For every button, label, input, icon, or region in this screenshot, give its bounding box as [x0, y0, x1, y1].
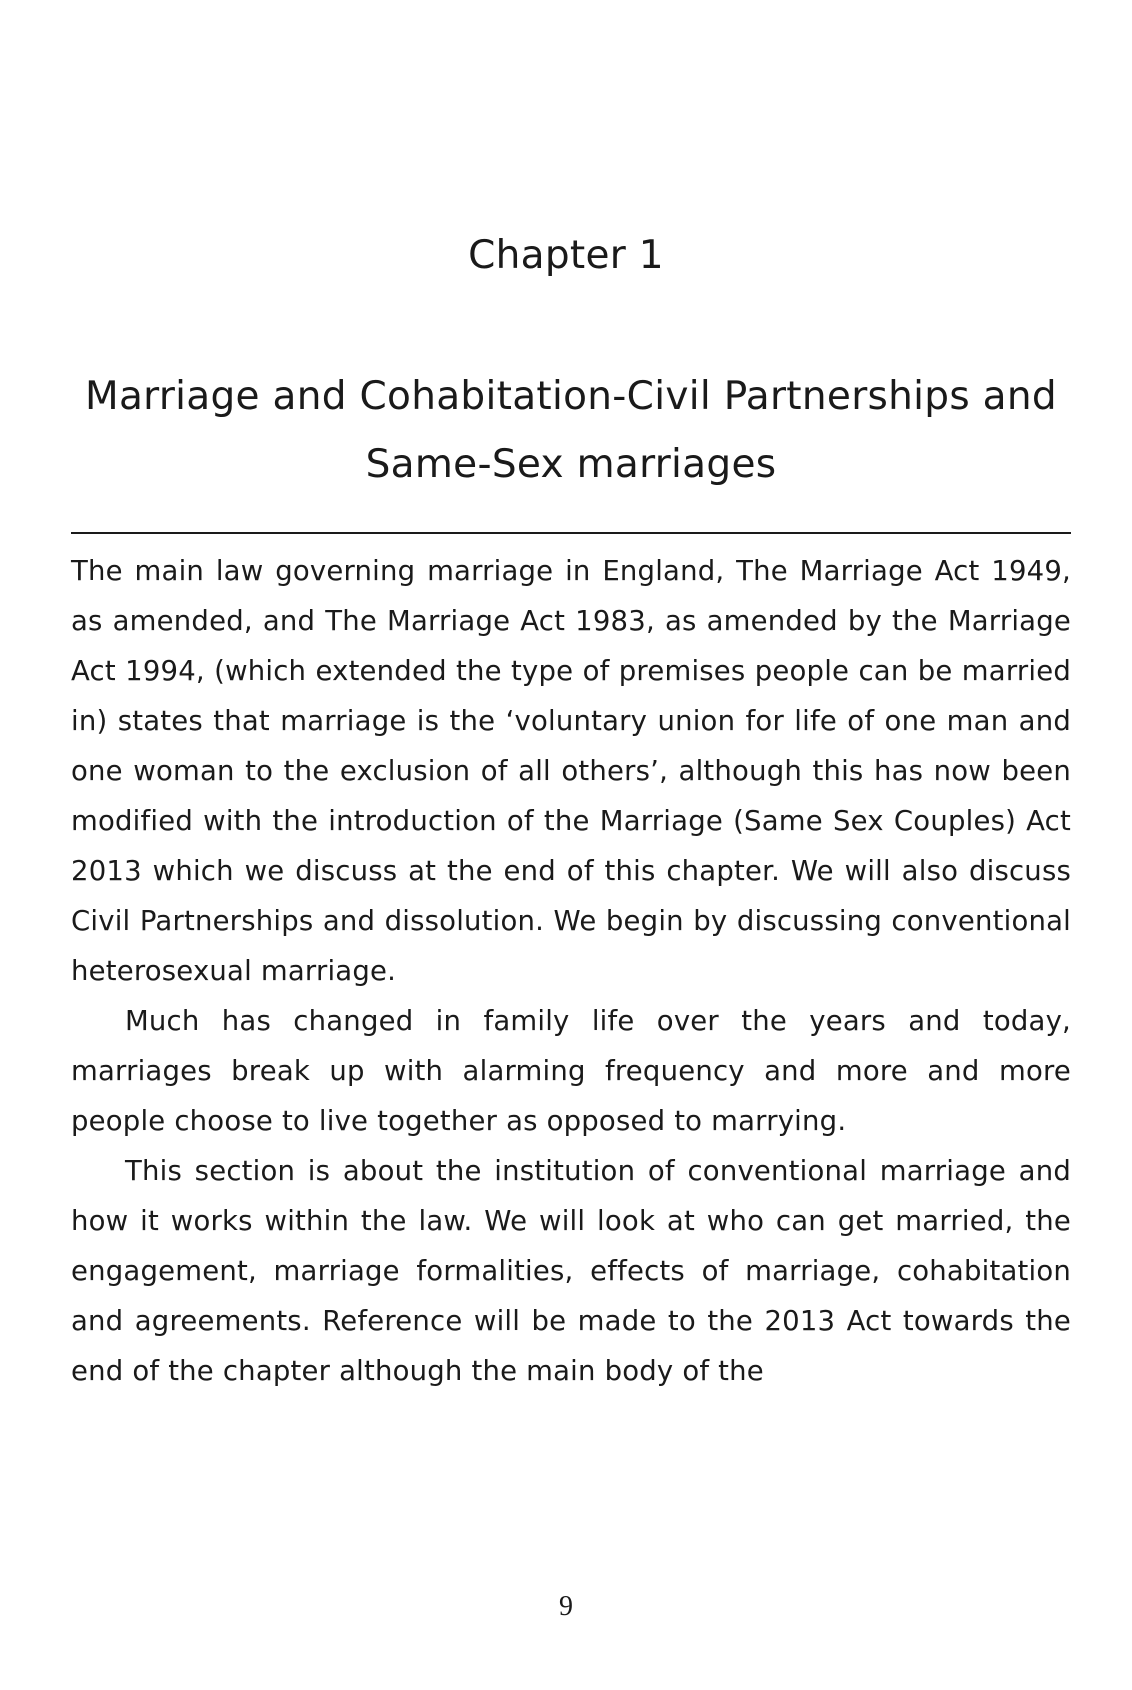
chapter-number-heading: Chapter 1	[468, 233, 664, 278]
section-divider-rule	[71, 532, 1071, 534]
chapter-title-line-2: Same-Sex marriages	[365, 442, 777, 487]
chapter-body-text	[71, 546, 1071, 1396]
paragraph-section-overview: This section is about the institution of conventional marriage and how it works within the law. We will look at who can get married, the engagement, marriage formalities, effects of marriage, cohabitation and agreements. Reference will be made to the 2013 Act towards the end of the chapter although the main body of the	[71, 1155, 1071, 1387]
paragraph-family-life: Much has changed in family life over the years and today, marriages break up with alarming frequency and more and more people choose to live together as opposed to marrying.	[71, 1005, 1071, 1137]
paragraph-intro: The main law governing marriage in England, The Marriage Act 1949, as amended, and The Marriage Act 1983, as amended by the Marriage Act 1994, (which extended the type of premises people can be married in) states that marriage is the ‘voluntary union for life of one man and one woman to the exclusion of all others’, although this has now been modified with the introduction of the Marriage (Same Sex Couples) Act 2013 which we discuss at the end of this chapter. We will also discuss Civil Partnerships and dissolution. We begin by discussing conventional heterosexual marriage.	[71, 555, 1071, 987]
chapter-title	[70, 363, 1072, 499]
page-number: 9	[559, 1591, 573, 1622]
chapter-title-line-1: Marriage and Cohabitation-Civil Partnerships and	[85, 374, 1057, 419]
